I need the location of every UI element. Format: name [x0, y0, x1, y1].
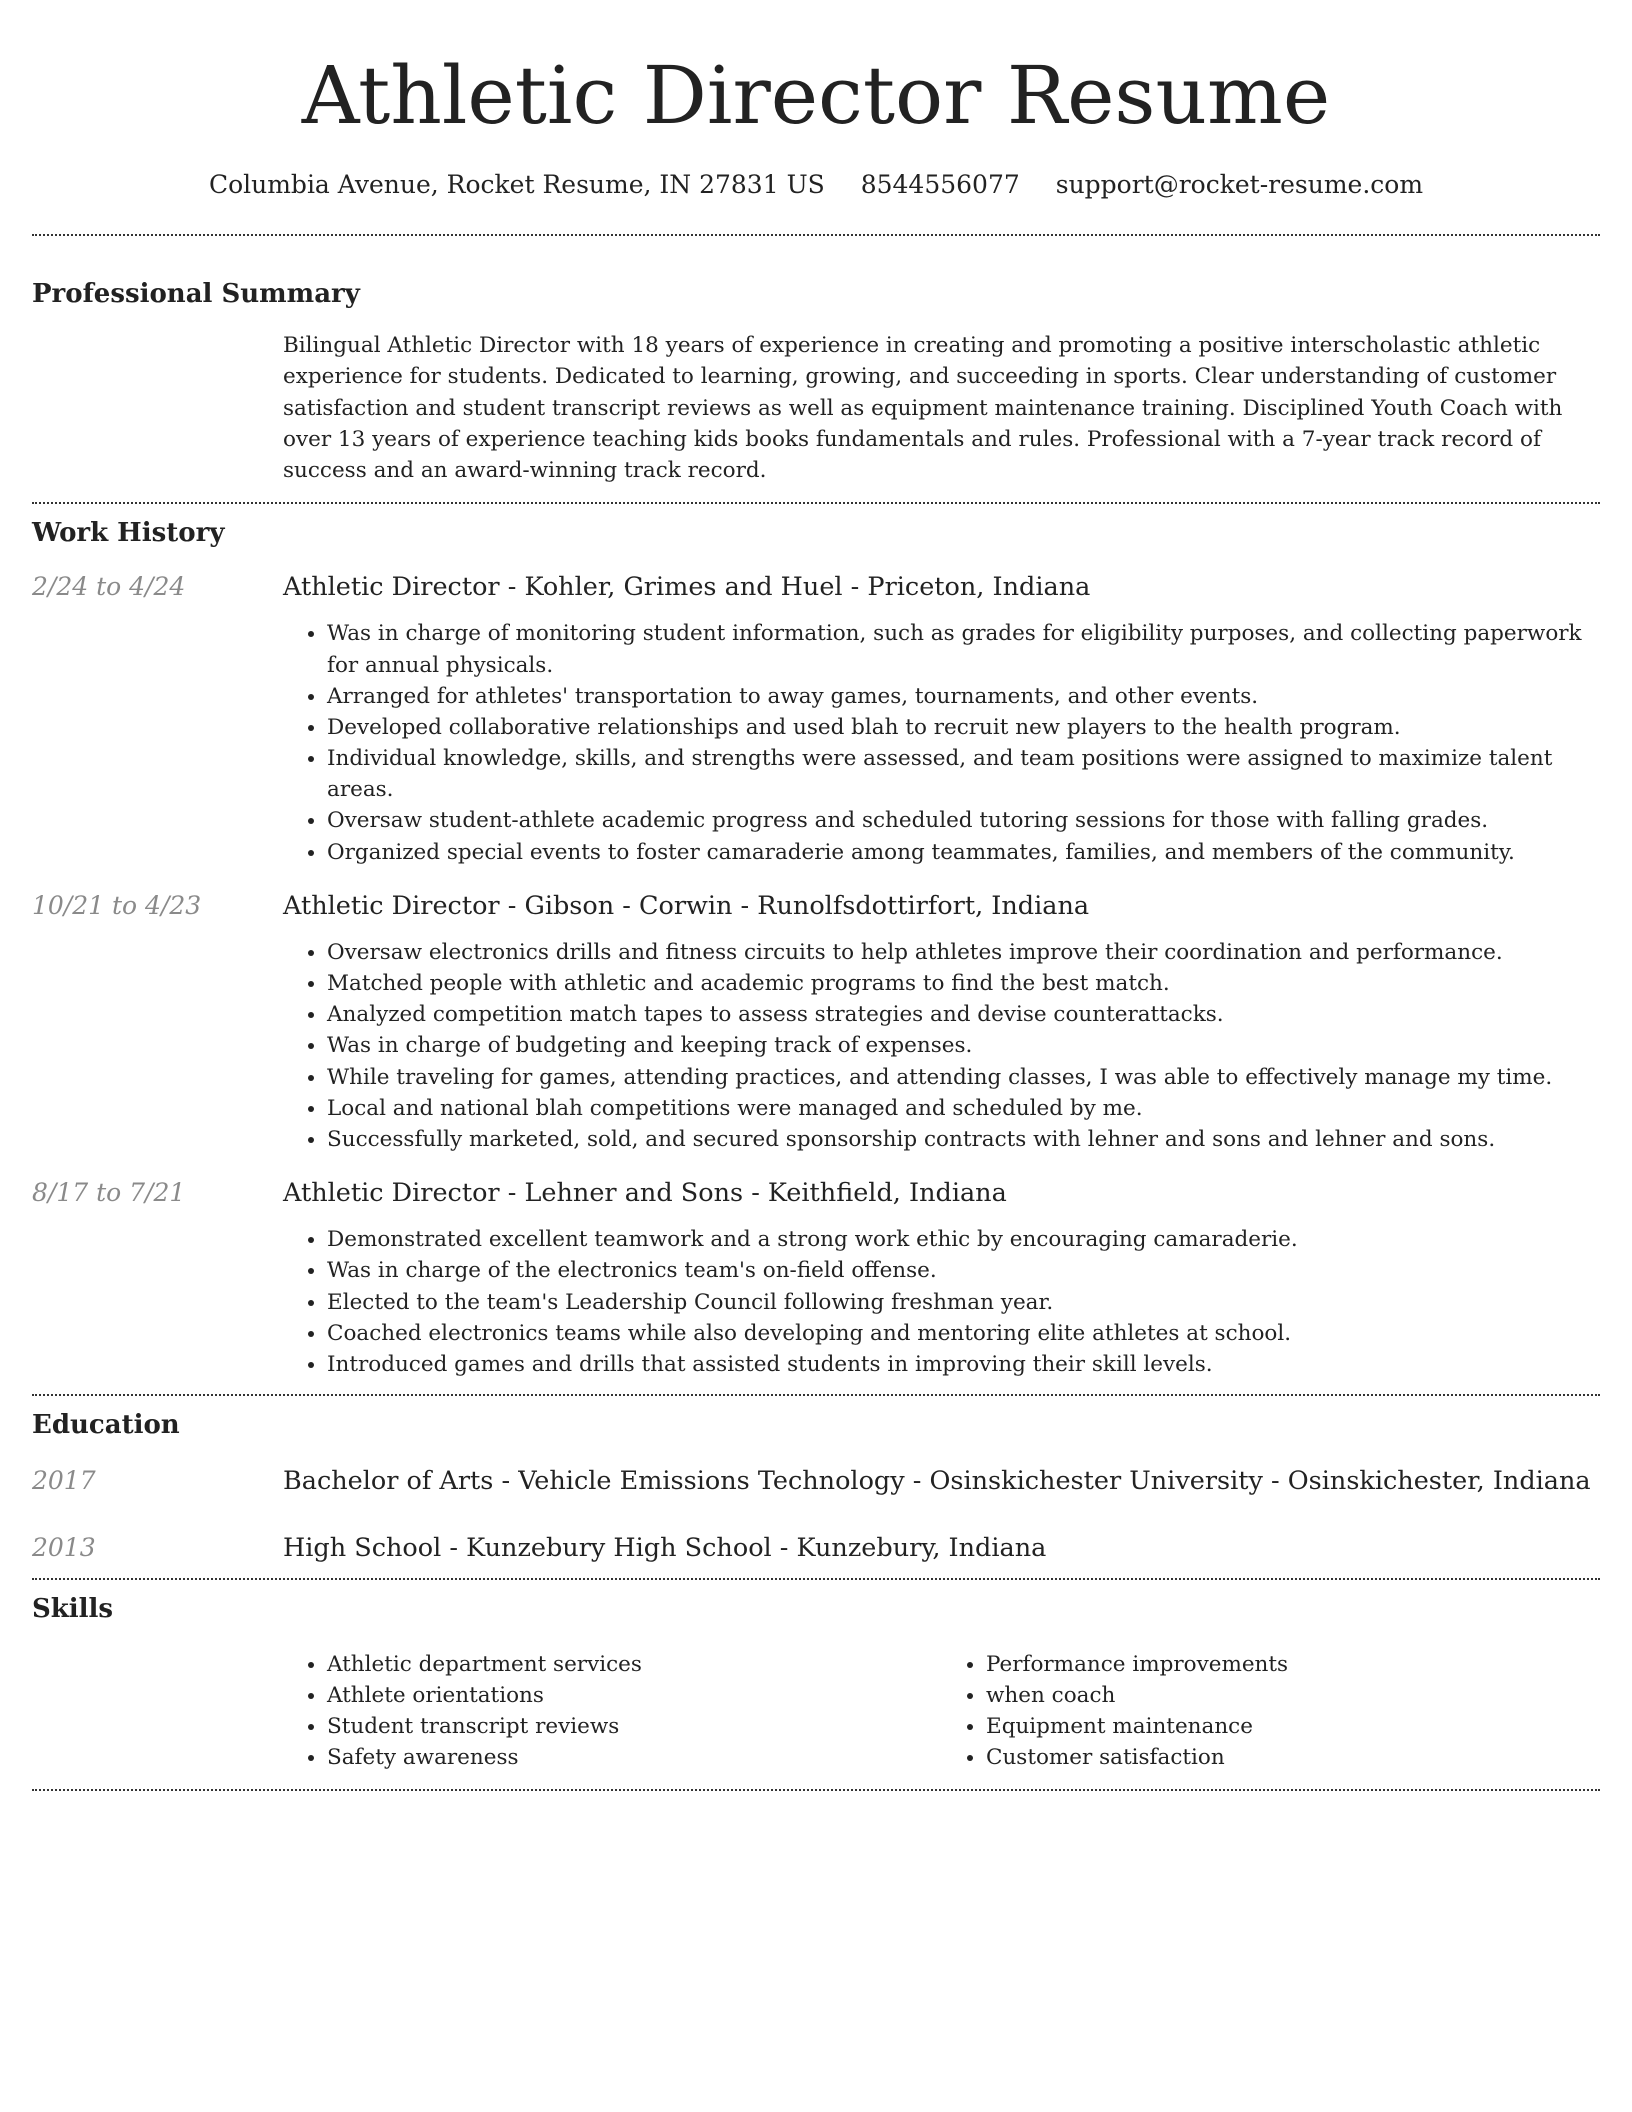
list-item: • Developed collaborative relationships and used blah to recruit new players to the health program.	[327, 712, 1600, 743]
work-section	[32, 518, 1600, 1380]
skill-item: • Customer satisfaction	[986, 1742, 1601, 1773]
job-dates: 10/21 to 4/23	[32, 890, 202, 920]
summary-heading: Professional Summary	[32, 279, 360, 309]
education-section	[32, 1410, 1600, 1565]
education-title: Bachelor of Arts - Vehicle Emissions Technology - Osinskichester University - Osinskichester, Indiana	[283, 1466, 1591, 1497]
job-bullets	[283, 1224, 1600, 1380]
summary-text: Bilingual Athletic Director with 18 years of experience in creating and promoting a positive interscholastic athletic experience for students. Dedicated to learning, growing, and succeeding in sports. Clear understanding of customer satisfaction and student transcript reviews as well as equipment maintenance training. Disciplined Youth Coach with over 13 years of experience teaching kids books fundamentals and rules. Professional with a 7-year track record of success and an award-winning track record.	[283, 333, 1563, 483]
list-item: • Local and national blah competitions were managed and scheduled by me.	[327, 1093, 1600, 1124]
divider	[32, 1578, 1600, 1580]
list-item: • Elected to the team's Leadership Council following freshman year.	[327, 1287, 1600, 1318]
job-title: Athletic Director - Lehner and Sons - Keithfield, Indiana	[283, 1178, 1007, 1209]
divider	[32, 502, 1600, 504]
skills-heading: Skills	[32, 1593, 114, 1624]
job-dates: 8/17 to 7/21	[32, 1178, 186, 1208]
resume-page	[32, 0, 1600, 1791]
skill-item: • when coach	[986, 1680, 1601, 1711]
job-title: Athletic Director - Kohler, Grimes and Huel - Priceton, Indiana	[283, 572, 1091, 603]
list-item: • Was in charge of the electronics team's on-field offense.	[327, 1255, 1600, 1286]
list-item: • Introduced games and drills that assisted students in improving their skill levels.	[327, 1349, 1600, 1380]
education-year: 2013	[32, 1533, 96, 1563]
education-title: High School - Kunzebury High School - Kunzebury, Indiana	[283, 1533, 1047, 1564]
summary-section	[32, 279, 1600, 486]
list-item: • Analyzed competition match tapes to assess strategies and devise counterattacks.	[327, 999, 1600, 1030]
job-title: Athletic Director - Gibson - Corwin - Runolfsdottirfort, Indiana	[283, 890, 1090, 921]
job-entry	[32, 571, 1600, 868]
list-item: • Individual knowledge, skills, and strengths were assessed, and team positions were assigned to maximize talent areas.	[327, 743, 1600, 805]
skills-column-2	[942, 1649, 1601, 1774]
education-year: 2017	[32, 1466, 96, 1496]
contact-phone: 8544556077	[860, 170, 1020, 199]
skills-section	[32, 1594, 1600, 1774]
list-item: • Demonstrated excellent teamwork and a strong work ethic by encouraging camaraderie.	[327, 1224, 1600, 1255]
list-item: • Matched people with athletic and academic programs to find the best match.	[327, 968, 1600, 999]
list-item: • Successfully marketed, sold, and secured sponsorship contracts with lehner and sons and lehner and sons.	[327, 1124, 1600, 1155]
skill-item: • Performance improvements	[986, 1649, 1601, 1680]
job-entry	[32, 1177, 1600, 1380]
list-item: • While traveling for games, attending practices, and attending classes, I was able to effectively manage my time.	[327, 1062, 1600, 1093]
skills-grid	[283, 1649, 1601, 1774]
list-item: • Coached electronics teams while also developing and mentoring elite athletes at school.	[327, 1318, 1600, 1349]
job-bullets	[283, 937, 1600, 1155]
skill-item: • Equipment maintenance	[986, 1711, 1601, 1742]
job-entry	[32, 890, 1600, 1155]
skills-column-1	[283, 1649, 942, 1774]
contact-email: support@rocket-resume.com	[1055, 170, 1424, 199]
list-item: • Was in charge of monitoring student information, such as grades for eligibility purposes, and collecting paperwork for annual physicals.	[327, 618, 1600, 680]
skill-item: • Student transcript reviews	[327, 1711, 942, 1742]
divider	[32, 1394, 1600, 1396]
list-item: • Was in charge of budgeting and keeping track of expenses.	[327, 1030, 1600, 1061]
list-item: • Organized special events to foster camaraderie among teammates, families, and members of the community.	[327, 837, 1600, 868]
list-item: • Arranged for athletes' transportation to away games, tournaments, and other events.	[327, 681, 1600, 712]
list-item: • Oversaw student-athlete academic progress and scheduled tutoring sessions for those with falling grades.	[327, 805, 1600, 836]
contact-address: Columbia Avenue, Rocket Resume, IN 27831 US	[208, 170, 825, 199]
divider	[32, 1789, 1600, 1791]
contact-line	[32, 170, 1600, 200]
work-heading: Work History	[32, 518, 225, 549]
skill-item: • Athlete orientations	[327, 1680, 942, 1711]
divider	[32, 234, 1600, 236]
page-title: Athletic Director Resume	[301, 49, 1331, 142]
education-heading: Education	[32, 1410, 180, 1441]
skill-item: • Safety awareness	[327, 1742, 942, 1773]
job-dates: 2/24 to 4/24	[32, 572, 186, 602]
list-item: • Oversaw electronics drills and fitness circuits to help athletes improve their coordination and performance.	[327, 937, 1600, 968]
skill-item: • Athletic department services	[327, 1649, 942, 1680]
job-bullets	[283, 618, 1600, 867]
education-entry	[32, 1532, 1600, 1565]
education-entry	[32, 1465, 1600, 1498]
